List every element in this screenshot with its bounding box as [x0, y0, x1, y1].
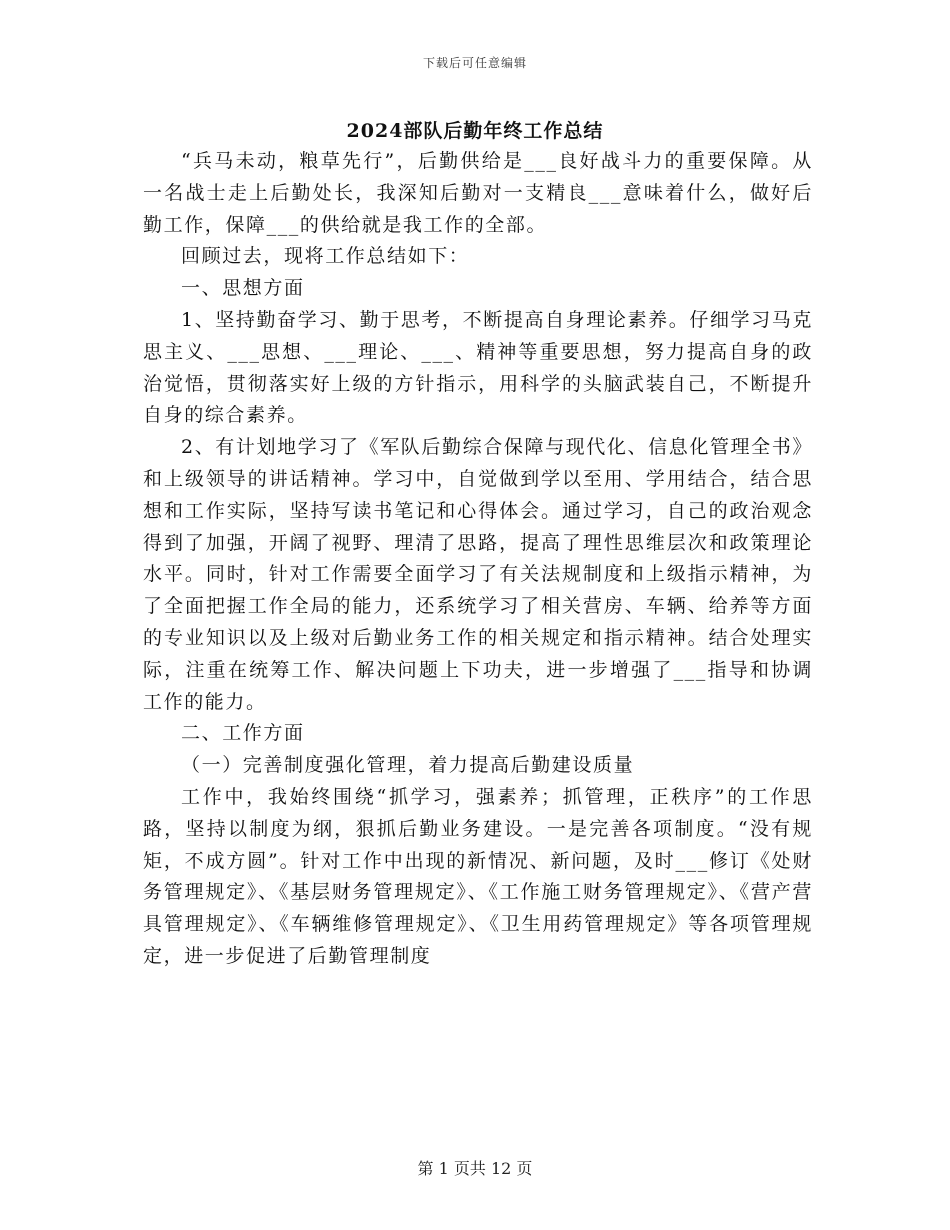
subsection-heading: （一）完善制度强化管理，着力提高后勤建设质量 [181, 754, 635, 777]
body-paragraph: 工作中，我始终围绕“抓学习，强素养；抓管理，正秩序”的工作思路，坚持以制度为纲，狠抓后勤业务建设。一是完善各项制度。“没有规矩，不成方圆”。针对工作中出现的新情况、新问题，及时___修订《处财务管理规定》、《基层财务管理规定》、《工作施工财务管理规定》、《营产营具管理规定》、《车辆维修管理规定》、《卫生用药管理规定》等各项管理规定，进一步促进了后勤管理制度 [143, 785, 813, 967]
body-paragraph: 2、有计划地学习了《军队后勤综合保障与现代化、信息化管理全书》和上级领导的讲话精神。学习中，自觉做到学以至用、学用结合，结合思想和工作实际，坚持写读书笔记和心得体会。通过学习，自己的政治观念得到了加强，开阔了视野、理清了思路，提高了理性思维层次和政策理论水平。同时，针对工作需要全面学习了有关法规制度和上级指示精神，为了全面把握工作全局的能力，还系统学习了相关营房、车辆、给养等方面的专业知识以及上级对后勤业务工作的相关规定和指示精神。结合处理实际，注重在统筹工作、解决问题上下功夫，进一步增强了___指导和协调工作的能力。 [143, 436, 813, 713]
body-paragraph: “兵马未动，粮草先行”，后勤供给是___良好战斗力的重要保障。从一名战士走上后勤处长，我深知后勤对一支精良___意味着什么，做好后勤工作，保障___的供给就是我工作的全部。 [143, 150, 813, 236]
page-header-note: 下载后可任意编辑 [422, 56, 527, 70]
body-paragraph: 回顾过去，现将工作总结如下： [181, 245, 470, 268]
page-footer: 第 1 页共 12 页 [417, 1159, 533, 1178]
document-title: 2024部队后勤年终工作总结 [346, 120, 604, 142]
section-heading: 一、思想方面 [181, 277, 305, 300]
document-body [143, 146, 813, 973]
section-heading: 二、工作方面 [181, 722, 305, 745]
body-paragraph: 1、坚持勤奋学习、勤于思考，不断提高自身理论素养。仔细学习马克思主义、___思想、___理论、___、精神等重要思想，努力提高自身的政治觉悟，贯彻落实好上级的方针指示，用科学的头脑武装自己，不断提升自身的综合素养。 [143, 308, 813, 427]
